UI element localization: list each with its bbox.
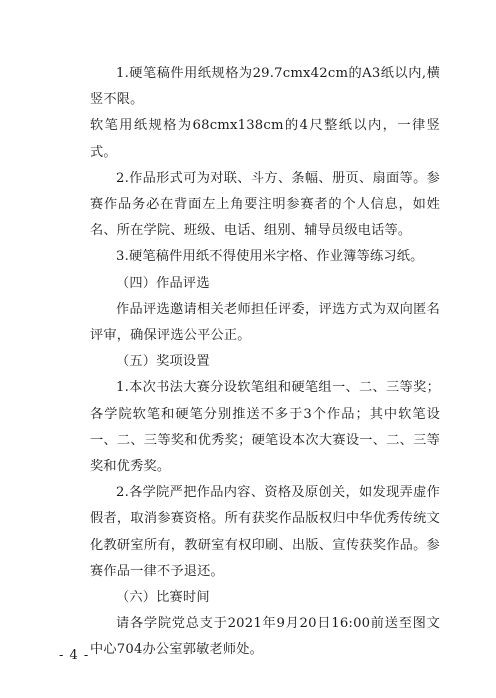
- section-heading-evaluation: （四）作品评选: [116, 275, 210, 291]
- paragraph-paper-restriction: 3.硬笔稿件用纸不得使用米字格、作业簿等练习纸。: [116, 249, 424, 265]
- paragraph-soft-pen-paper-size: 软笔用纸规格为68cmx138cm的4尺整纸以内，一律竖式。: [90, 118, 440, 160]
- document-body: [90, 61, 440, 664]
- paragraph-hard-pen-paper-size: 1.硬笔稿件用纸规格为29.7cmx42cm的A3纸以内,横竖不限。: [90, 66, 440, 108]
- section-heading-awards: （五）奖项设置: [116, 354, 210, 370]
- page-number: - 4 -: [59, 648, 90, 663]
- paragraph-award-groups: 1.本次书法大赛分设软笔组和硬笔组一、二、三等奖；各学院软笔和硬笔分别推送不多于3个作品；其中软笔设一、二、三等奖和优秀奖；硬笔设本次大赛设一、二、三等奖和优秀奖。: [90, 380, 440, 475]
- paragraph-work-format: 2.作品形式可为对联、斗方、条幅、册页、扇面等。参赛作品务必在背面左上角要注明参赛者的个人信息，如姓名、所在学院、班级、电话、组别、辅导员级电话等。: [90, 170, 440, 239]
- paragraph-submission-deadline: 请各学院党总支于2021年9月20日16:00前送至图文中心704办公室郭敏老师处。: [90, 616, 440, 658]
- paragraph-evaluation: 作品评选邀请相关老师担任评委，评选方式为双向匿名评审，确保评选公平公正。: [90, 301, 440, 344]
- paragraph-qualification: 2.各学院严把作品内容、资格及原创关，如发现弄虚作假者，取消参赛资格。所有获奖作品版权归中华优秀传统文化教研室所有，教研室有权印刷、出版、宣传获奖作品。参赛作品一律不予退还。: [90, 485, 440, 579]
- section-heading-schedule: （六）比赛时间: [116, 590, 210, 606]
